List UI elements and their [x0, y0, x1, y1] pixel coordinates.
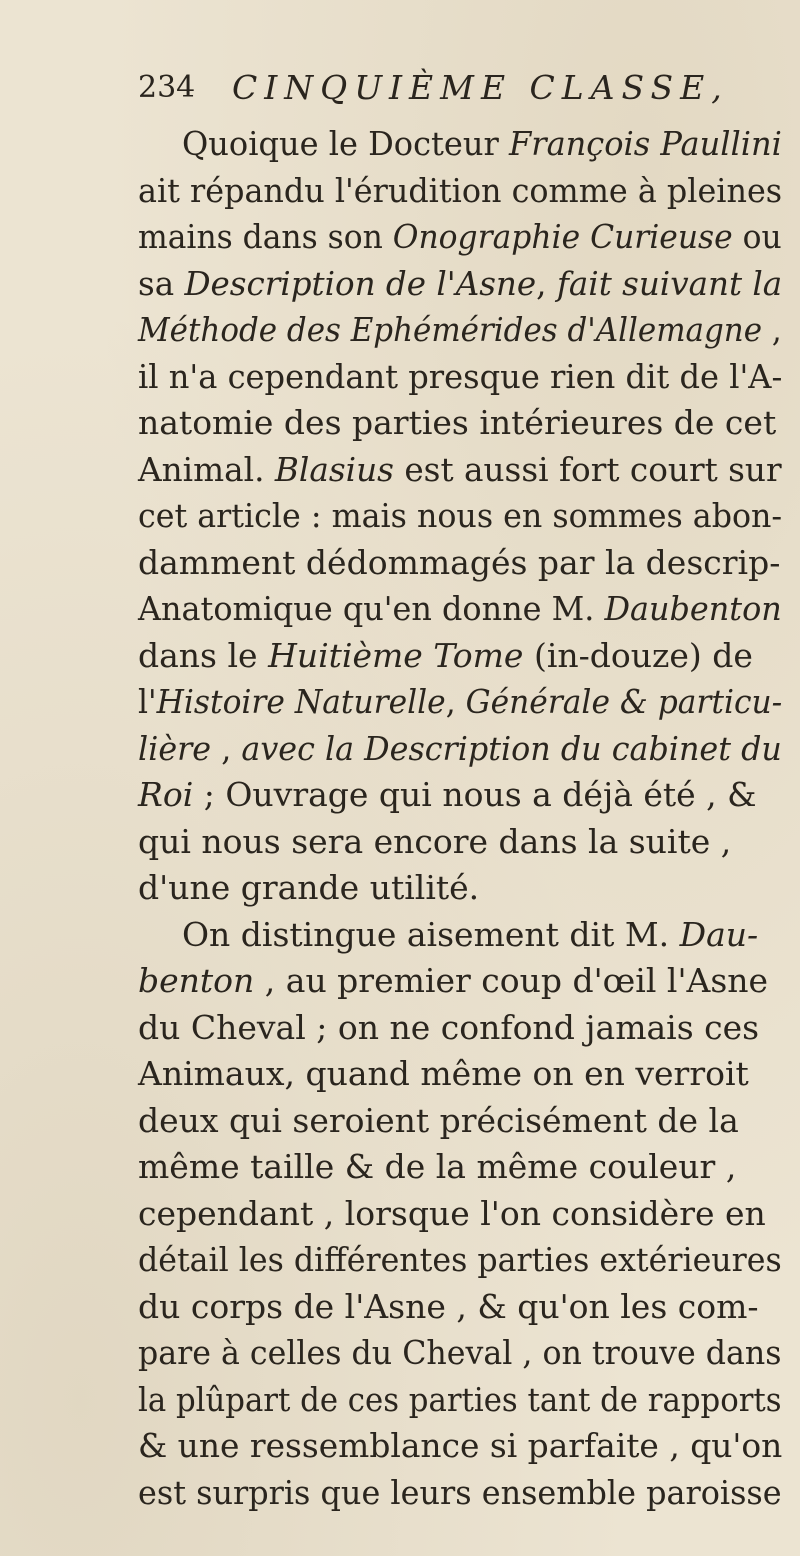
- roman-text: ,: [762, 310, 782, 349]
- roman-text: dans le: [138, 635, 269, 675]
- text-line: [138, 1236, 782, 1284]
- roman-text: qui nous sera encore dans la suite ,: [138, 821, 732, 861]
- text-line: [138, 353, 782, 401]
- roman-text: est surpris que leurs ensemble paroisse: [138, 1472, 782, 1512]
- italic-text: Roi: [138, 775, 194, 814]
- italic-text: lière: [138, 728, 212, 768]
- text-line: [138, 1376, 782, 1424]
- italic-text: Dau-: [679, 914, 759, 954]
- roman-text: la plûpart de ces parties tant de rapports: [138, 1379, 782, 1419]
- text-line: [138, 1190, 766, 1238]
- roman-text: ; Ouvrage qui nous a déjà été , &: [193, 775, 757, 814]
- roman-text: du Cheval ; on ne confond jamais ces: [138, 1007, 760, 1047]
- roman-text: détail les différentes parties extérieures: [138, 1240, 782, 1279]
- text-line: [138, 818, 731, 866]
- italic-text: Onographie Curieuse: [392, 217, 733, 256]
- roman-text: d'une grande utilité.: [138, 868, 480, 907]
- roman-text: (in-douze) de: [523, 635, 753, 675]
- roman-text: On distingue aisement dit M.: [182, 914, 680, 954]
- text-line: [138, 1329, 781, 1377]
- roman-text: cet article : mais nous en sommes abon-: [138, 496, 783, 535]
- text-line: [138, 1422, 782, 1470]
- text-line: [138, 1283, 759, 1331]
- roman-text: ait répandu l'érudition comme à pleines: [138, 170, 783, 210]
- roman-text: Animaux, quand même on en verroit: [138, 1054, 749, 1093]
- text-line: [138, 725, 782, 773]
- roman-text: il n'a cependant presque rien dit de l'A-: [138, 356, 783, 396]
- roman-text: Quoique le Docteur: [182, 124, 510, 163]
- text-line: [138, 678, 782, 726]
- text-line: [138, 1004, 759, 1052]
- roman-text: même taille & de la même couleur ,: [138, 1147, 737, 1186]
- roman-text: sa: [138, 263, 185, 303]
- italic-text: fait suivant la: [556, 263, 783, 303]
- italic-text: Huitième Tome: [268, 635, 524, 675]
- text-line: [138, 864, 479, 912]
- roman-text: ,: [211, 728, 242, 768]
- text-line: [138, 167, 782, 215]
- roman-text: Animal.: [138, 449, 275, 489]
- text-line: [138, 1050, 749, 1098]
- roman-text: est aussi fort court sur: [393, 449, 782, 489]
- text-line: [138, 632, 753, 680]
- text-line: [138, 1469, 782, 1517]
- roman-text: Anatomique qu'en donne M.: [138, 589, 605, 628]
- roman-text: & une ressemblance si parfaite , qu'on: [138, 1426, 783, 1465]
- roman-text: pare à celles du Cheval , on trouve dans: [138, 1333, 782, 1372]
- roman-text: du corps de l'Asne , & qu'on les com-: [138, 1286, 759, 1326]
- text-line: [138, 771, 757, 819]
- text-line: [138, 306, 782, 354]
- page-number: 234: [138, 70, 196, 105]
- text-line: [138, 213, 782, 261]
- italic-text: Daubenton: [604, 589, 782, 628]
- roman-text: ,: [445, 682, 466, 721]
- roman-text: ,: [536, 263, 557, 303]
- italic-text: Description de l'Asne: [184, 263, 537, 303]
- italic-text: Méthode des Ephémérides d'Allemagne: [138, 310, 763, 349]
- text-line: [138, 1097, 739, 1145]
- italic-text: Générale & particu-: [465, 682, 783, 721]
- roman-text: damment dédommagés par la descrip-: [138, 542, 781, 582]
- text-line: [138, 585, 782, 633]
- text-line: [138, 446, 782, 494]
- italic-text: benton: [138, 961, 255, 1000]
- text-line: [138, 399, 776, 447]
- text-line: [182, 120, 782, 168]
- text-line: [182, 911, 758, 959]
- running-head: CINQUIÈME CLASSE,: [232, 68, 729, 107]
- italic-text: Blasius: [274, 449, 394, 489]
- roman-text: natomie des parties intérieures de cet: [138, 403, 777, 442]
- text-line: [138, 492, 782, 540]
- roman-text: deux qui seroient précisément de la: [138, 1100, 739, 1140]
- page-header: [0, 62, 800, 114]
- roman-text: l': [138, 682, 157, 721]
- italic-text: François Paullini: [509, 124, 782, 163]
- italic-text: avec la Description du cabinet du: [241, 728, 782, 768]
- roman-text: mains dans son: [138, 217, 393, 256]
- text-line: [138, 260, 782, 308]
- text-line: [138, 1143, 736, 1191]
- roman-text: ou: [732, 217, 782, 256]
- italic-text: Histoire Naturelle: [156, 682, 446, 721]
- roman-text: , au premier coup d'œil l'Asne: [254, 961, 769, 1000]
- roman-text: cependant , lorsque l'on considère en: [138, 1193, 766, 1233]
- text-line: [138, 539, 780, 587]
- text-line: [138, 957, 768, 1005]
